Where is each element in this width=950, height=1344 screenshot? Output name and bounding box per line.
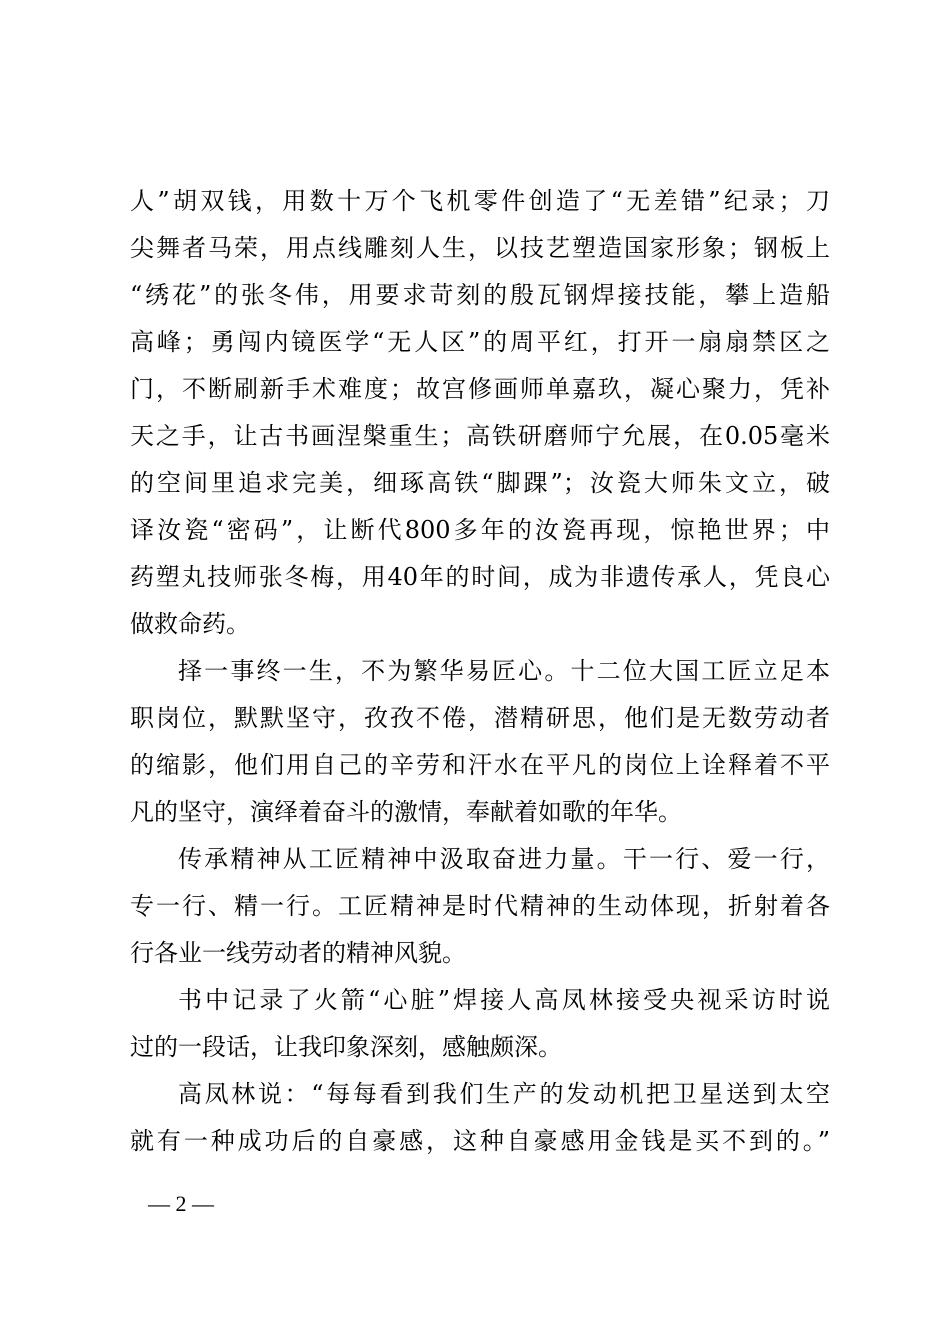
text-line: 就有一种成功后的自豪感，这种自豪感用金钱是买不到的。”: [130, 1127, 830, 1155]
body-text: [130, 178, 830, 1165]
text-line: 天之手，让古书画涅槃重生；高铁研磨师宁允展，在0.05毫米: [130, 422, 830, 450]
text-line: 择一事终一生，不为繁华易匠心。十二位大国工匠立足本: [178, 657, 830, 685]
text-line: 译汝瓷“密码”，让断代800多年的汝瓷再现，惊艳世界；中: [130, 516, 830, 544]
text-line: 人”胡双钱，用数十万个飞机零件创造了“无差错”纪录；刀: [130, 187, 830, 215]
text-line: 的空间里追求完美，细琢高铁“脚踝”；汝瓷大师朱文立，破: [130, 469, 830, 497]
text-line: 职岗位，默默坚守，孜孜不倦，潜精研思，他们是无数劳动者: [130, 704, 830, 732]
text-line: “绣花”的张冬伟，用要求苛刻的殷瓦钢焊接技能，攀上造船: [130, 281, 830, 309]
text-line: 专一行、精一行。工匠精神是时代精神的生动体现，折射着各: [130, 892, 830, 920]
text-line: 尖舞者马荣，用点线雕刻人生，以技艺塑造国家形象；钢板上: [130, 234, 830, 262]
text-line: 的缩影，他们用自己的辛劳和汗水在平凡的岗位上诠释着不平: [130, 751, 830, 779]
text-line: 高凤林说：“每每看到我们生产的发动机把卫星送到太空: [178, 1080, 830, 1108]
text-line: 行各业一线劳动者的精神风貌。: [130, 939, 466, 967]
text-line: 书中记录了火箭“心脏”焊接人高凤林接受央视采访时说: [178, 986, 830, 1014]
text-line: 传承精神从工匠精神中汲取奋进力量。干一行、爱一行，: [178, 845, 830, 873]
text-line: 做救命药。: [130, 610, 250, 638]
text-line: 过的一段话，让我印象深刻，感触颇深。: [130, 1033, 562, 1061]
text-line: 高峰；勇闯内镜医学“无人区”的周平红，打开一扇扇禁区之: [130, 328, 830, 356]
page-number: — 2 —: [148, 1191, 214, 1216]
text-line: 药塑丸技师张冬梅，用40年的时间，成为非遗传承人，凭良心: [130, 563, 830, 591]
text-line: 门，不断刷新手术难度；故宫修画师单嘉玖，凝心聚力，凭补: [130, 375, 830, 403]
text-line: 凡的坚守，演绎着奋斗的激情，奉献着如歌的年华。: [130, 798, 682, 826]
